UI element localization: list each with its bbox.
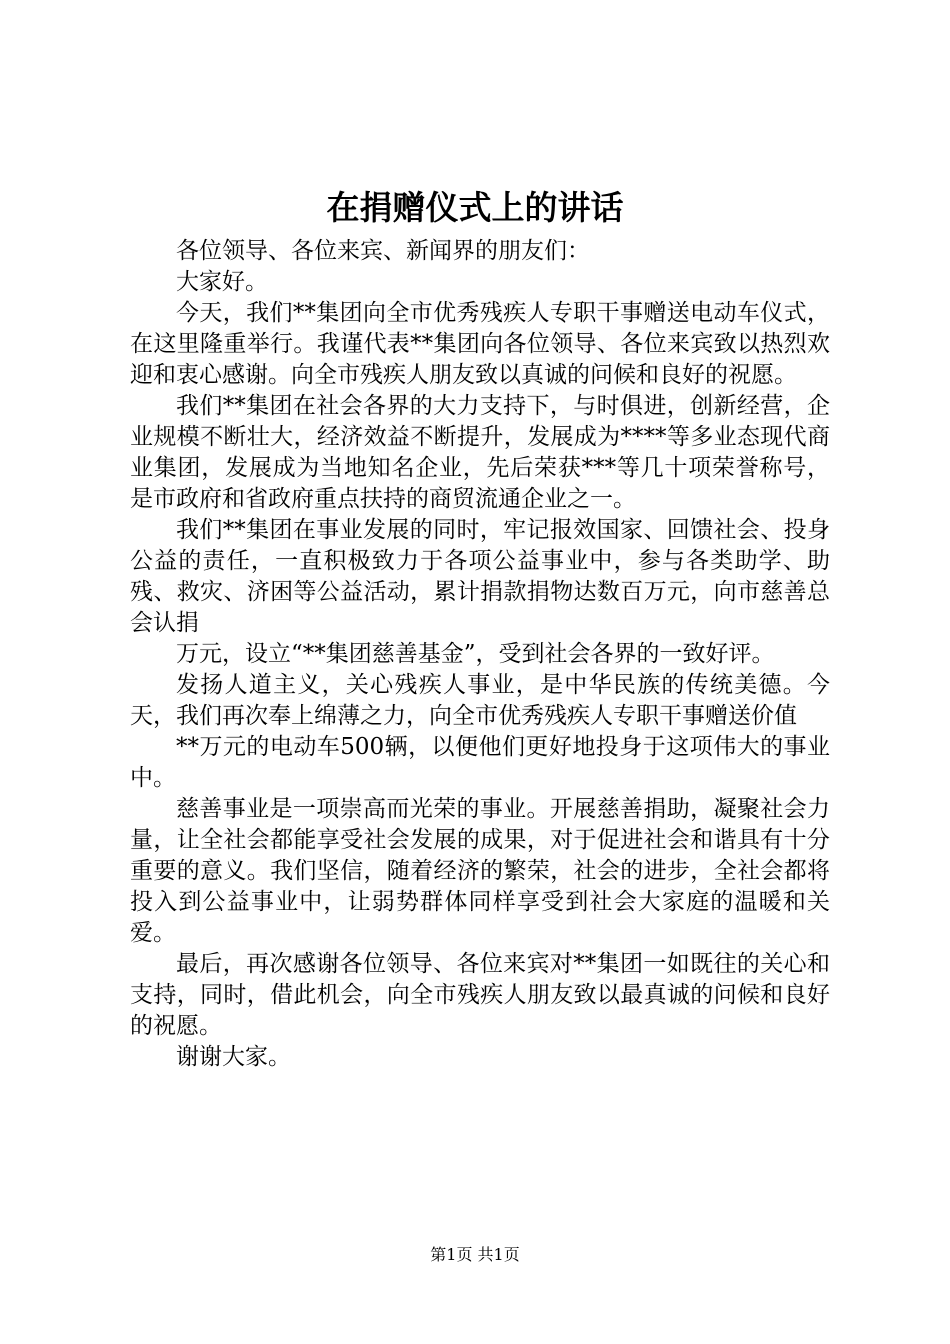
body-paragraph: 发扬人道主义，关心残疾人事业，是中华民族的传统美德。今天，我们再次奉上绵薄之力，向全市优秀残疾人专职干事赠送价值 — [130, 672, 830, 729]
greeting-paragraph: 大家好。 — [176, 269, 268, 295]
body-paragraph: 我们**集团在社会各界的大力支持下，与时俱进，创新经营，企业规模不断壮大，经济效益不断提升，发展成为****等多业态现代商业集团，发展成为当地知名企业，先后荣获***等几十项荣誉称号，是市政府和省政府重点扶持的商贸流通企业之一。 — [130, 393, 830, 512]
document-title: 在捐赠仪式上的讲话 — [326, 188, 624, 227]
body-paragraph: 万元，设立“**集团慈善基金”，受到社会各界的一致好评。 — [176, 641, 775, 667]
body-paragraph: 今天，我们**集团向全市优秀残疾人专职干事赠送电动车仪式，在这里隆重举行。我谨代表**集团向各位领导、各位来宾致以热烈欢迎和衷心感谢。向全市残疾人朋友致以真诚的问候和良好的祝愿。 — [130, 300, 830, 388]
salutation-paragraph: 各位领导、各位来宾、新闻界的朋友们： — [176, 238, 590, 264]
page-number-footer: 第1页 共1页 — [430, 1245, 520, 1264]
closing-paragraph: 谢谢大家。 — [176, 1044, 291, 1070]
body-paragraph: 慈善事业是一项崇高而光荣的事业。开展慈善捐助，凝聚社会力量，让全社会都能享受社会发展的成果，对于促进社会和谐具有十分重要的意义。我们坚信，随着经济的繁荣，社会的进步，全社会都将投入到公益事业中，让弱势群体同样享受到社会大家庭的温暖和关爱。 — [130, 796, 830, 946]
body-paragraph: 我们**集团在事业发展的同时，牢记报效国家、回馈社会、投身公益的责任，一直积极致力于各项公益事业中，参与各类助学、助残、救灾、济困等公益活动，累计捐款捐物达数百万元，向市慈善总会认捐 — [130, 517, 830, 636]
body-paragraph: 最后，再次感谢各位领导、各位来宾对**集团一如既往的关心和支持，同时，借此机会，向全市残疾人朋友致以最真诚的问候和良好的祝愿。 — [130, 951, 830, 1039]
document-body — [130, 236, 830, 1073]
body-paragraph: **万元的电动车500辆，以便他们更好地投身于这项伟大的事业中。 — [130, 734, 830, 791]
